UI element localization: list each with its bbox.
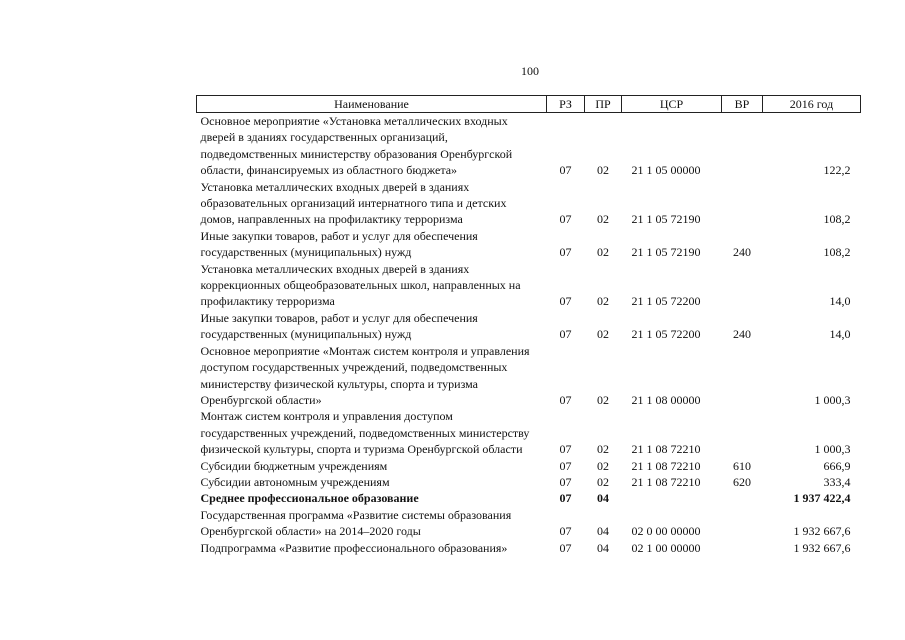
table-row — [197, 458, 861, 474]
table-row-section-total — [197, 490, 861, 506]
row-csr: 21 1 08 00000 — [631, 392, 701, 407]
row-name: Субсидии бюджетным учреждениям — [200, 458, 388, 473]
row-pr: 04 — [597, 491, 609, 506]
table-row — [197, 507, 861, 540]
row-vr — [722, 540, 763, 556]
row-amount: 333,4 — [823, 474, 851, 489]
row-pr: 04 — [597, 524, 609, 539]
row-pr: 02 — [597, 212, 609, 227]
table-row — [197, 474, 861, 490]
row-pr: 04 — [597, 540, 609, 555]
row-amount: 122,2 — [823, 163, 851, 178]
row-amount: 1 932 667,6 — [793, 540, 851, 555]
header-rz: РЗ — [547, 96, 585, 113]
table-row — [197, 540, 861, 556]
table-row — [197, 261, 861, 310]
row-rz: 07 — [559, 163, 572, 178]
row-name: Иные закупки товаров, работ и услуг для обеспечения государственных (муниципальных) нужд — [200, 228, 478, 260]
row-csr: 21 1 08 72210 — [631, 458, 701, 473]
table-row — [197, 310, 861, 343]
row-csr: 02 1 00 00000 — [631, 540, 701, 555]
row-name: Иные закупки товаров, работ и услуг для обеспечения государственных (муниципальных) нужд — [200, 310, 478, 342]
row-name: Среднее профессиональное образование — [200, 491, 419, 506]
row-csr: 21 1 08 72210 — [631, 442, 701, 457]
row-name: Субсидии автономным учреждениям — [200, 474, 390, 489]
table-header-row — [197, 96, 861, 113]
row-pr: 02 — [597, 245, 609, 260]
row-name: Государственная программа «Развитие системы образования Оренбургской области» на 2014–2020 годы — [200, 507, 512, 539]
budget-table — [196, 95, 861, 556]
row-amount: 1 937 422,4 — [793, 491, 851, 506]
row-name: Монтаж систем контроля и управления доступом государственных учреждений, подведомственных министерству физической культуры, спорта и туризма Оренбургской области — [200, 409, 530, 457]
row-amount: 1 000,3 — [814, 442, 851, 457]
row-amount: 666,9 — [823, 458, 851, 473]
row-pr: 02 — [597, 392, 609, 407]
row-pr: 02 — [597, 458, 609, 473]
header-csr: ЦСР — [622, 96, 722, 113]
row-amount: 1 932 667,6 — [793, 524, 851, 539]
row-vr: 240 — [733, 245, 751, 260]
row-pr: 02 — [597, 163, 609, 178]
header-vr: ВР — [722, 96, 763, 113]
row-rz: 07 — [559, 327, 572, 342]
page-number: 100 — [521, 64, 539, 78]
row-rz: 07 — [559, 294, 572, 309]
row-csr: 21 1 05 72190 — [631, 212, 701, 227]
row-vr: 620 — [733, 474, 751, 489]
header-year: 2016 год — [763, 96, 861, 113]
row-name: Основное мероприятие «Монтаж систем контроля и управления доступом государственных учреждений, подведомственных министерству физической культуры, спорта и туризма Оренбургской области» — [200, 343, 530, 407]
row-rz: 07 — [559, 442, 572, 457]
row-pr: 02 — [597, 442, 609, 457]
row-rz: 07 — [559, 540, 572, 555]
row-rz: 07 — [559, 474, 572, 489]
row-rz: 07 — [559, 458, 572, 473]
row-pr: 02 — [597, 294, 609, 309]
row-vr: 240 — [733, 327, 751, 342]
row-amount: 108,2 — [823, 245, 851, 260]
row-name: Подпрограмма «Развитие профессионального образования» — [200, 540, 508, 555]
row-vr — [722, 261, 763, 310]
table-row — [197, 179, 861, 228]
row-amount: 1 000,3 — [814, 392, 851, 407]
row-csr: 21 1 08 72210 — [631, 474, 701, 489]
row-csr — [622, 490, 722, 506]
row-amount: 14,0 — [829, 327, 851, 342]
row-csr: 21 1 05 72200 — [631, 327, 701, 342]
table-row — [197, 113, 861, 179]
row-rz: 07 — [559, 245, 572, 260]
row-amount: 108,2 — [823, 212, 851, 227]
row-pr: 02 — [597, 327, 609, 342]
row-vr: 610 — [733, 458, 751, 473]
row-vr — [722, 490, 763, 506]
row-pr: 02 — [597, 474, 609, 489]
table-row — [197, 228, 861, 261]
row-vr — [722, 343, 763, 409]
row-vr — [722, 507, 763, 540]
table-row — [197, 343, 861, 409]
row-csr: 21 1 05 00000 — [631, 163, 701, 178]
row-vr — [722, 179, 763, 228]
row-vr — [722, 408, 763, 457]
row-csr: 21 1 05 72190 — [631, 245, 701, 260]
row-vr — [722, 113, 763, 179]
row-name: Установка металлических входных дверей в зданиях коррекционных общеобразовательных школ, направленных на профилактику терроризма — [200, 261, 521, 309]
row-rz: 07 — [559, 392, 572, 407]
row-amount: 14,0 — [829, 294, 851, 309]
row-rz: 07 — [559, 524, 572, 539]
table-row — [197, 408, 861, 457]
row-name: Основное мероприятие «Установка металлических входных дверей в зданиях государственных организаций, подведомственных министерству образования Оренбургской области, финансируемых из областного бюджета» — [200, 114, 513, 178]
row-rz: 07 — [559, 491, 572, 506]
header-name: Наименование — [197, 96, 547, 113]
row-rz: 07 — [559, 212, 572, 227]
header-pr: ПР — [585, 96, 622, 113]
row-csr: 21 1 05 72200 — [631, 294, 701, 309]
row-csr: 02 0 00 00000 — [631, 524, 701, 539]
row-name: Установка металлических входных дверей в зданиях образовательных организаций интернатного типа и детских домов, направленных на профилактику терроризма — [200, 179, 507, 227]
